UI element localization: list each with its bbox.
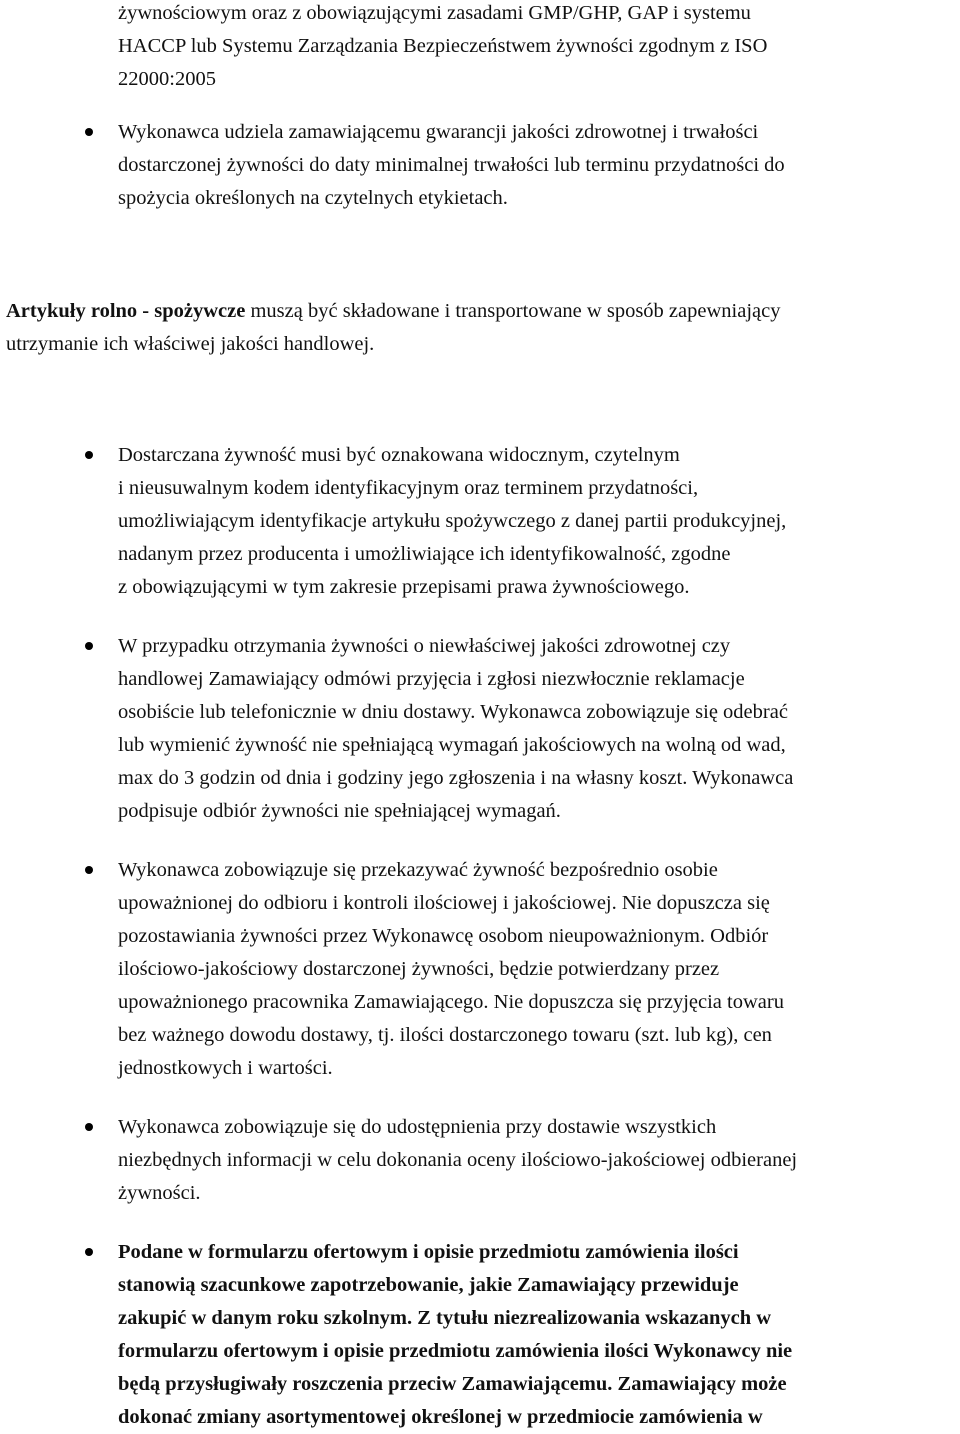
- text-line: formularzu ofertowym i opisie przedmiotu zamówienia ilości Wykonawcy nie: [118, 1340, 793, 1362]
- text-line: i nieusuwalnym kodem identyfikacyjnym oraz terminem przydatności,: [118, 477, 699, 499]
- text-line: żywnościowym oraz z obowiązującymi zasadami GMP/GHP, GAP i systemu: [118, 2, 751, 24]
- list-item-information: [118, 1111, 960, 1210]
- text-line: Wykonawca zobowiązuje się przekazywać żywność bezpośrednio osobie: [118, 859, 718, 881]
- text-line: ilościowo-jakościowy dostarczonej żywności, będzie potwierdzany przez: [118, 958, 720, 980]
- text-line: żywności.: [118, 1182, 201, 1204]
- text-line: utrzymanie ich właściwej jakości handlowej.: [6, 333, 375, 355]
- text-line: Dostarczana żywność musi być oznakowana widocznym, czytelnym: [118, 444, 680, 466]
- text-line: handlowej Zamawiający odmówi przyjęcia i zgłosi niezwłocznie reklamacje: [118, 668, 745, 690]
- text-line: upoważnionej do odbioru i kontroli ilościowej i jakościowej. Nie dopuszcza się: [118, 892, 770, 914]
- text-line: osobiście lub telefonicznie w dniu dostawy. Wykonawca zobowiązuje się odebrać: [118, 701, 788, 723]
- text-line: 22000:2005: [118, 68, 216, 90]
- text-line: spożycia określonych na czytelnych etykietach.: [118, 187, 508, 209]
- bold-lead: Artykuły rolno - spożywcze: [6, 300, 246, 322]
- paragraph-storage: [6, 295, 960, 361]
- text-line: lub wymienić żywność nie spełniającą wymagań jakościowych na wolną od wad,: [118, 734, 786, 756]
- text-line: Wykonawca udziela zamawiającemu gwarancji jakości zdrowotnej i trwałości: [118, 121, 759, 143]
- text-line: HACCP lub Systemu Zarządzania Bezpieczeństwem żywności zgodnym z ISO: [118, 35, 768, 57]
- text-line: stanowią szacunkowe zapotrzebowanie, jakie Zamawiający przewiduje: [118, 1274, 739, 1296]
- text-line: pozostawiania żywności przez Wykonawcę osobom nieupoważnionym. Odbiór: [118, 925, 769, 947]
- text-line: umożliwiającym identyfikacje artykułu spożywczego z danej partii produkcyjnej,: [118, 510, 787, 532]
- list-item-standards-continued: [118, 0, 960, 96]
- text-line: upoważnionego pracownika Zamawiającego. Nie dopuszcza się przyjęcia towaru: [118, 991, 784, 1013]
- bullet-icon: [85, 642, 93, 650]
- bullet-icon: [85, 451, 93, 459]
- bullet-icon: [85, 866, 93, 874]
- text-run: muszą być składowane i transportowane w sposób zapewniający: [245, 300, 781, 322]
- list-item-handover: [118, 854, 960, 1085]
- list-item-labeling: [118, 439, 960, 604]
- text-line: dostarczonej żywności do daty minimalnej trwałości lub terminu przydatności do: [118, 154, 785, 176]
- text-line: max do 3 godzin od dnia i godziny jego zgłoszenia i na własny koszt. Wykonawca: [118, 767, 794, 789]
- bullet-icon: [85, 1248, 93, 1256]
- text-line: bez ważnego dowodu dostawy, tj. ilości dostarczonego towaru (szt. lub kg), cen: [118, 1024, 772, 1046]
- text-line: jednostkowych i wartości.: [118, 1057, 333, 1079]
- text-line: dokonać zmiany asortymentowej określonej w przedmiocie zamówienia w: [118, 1406, 763, 1428]
- list-item-complaints: [118, 630, 960, 828]
- text-line: [6, 295, 960, 328]
- list-item-quality-guarantee: [118, 116, 960, 215]
- text-line: niezbędnych informacji w celu dokonania oceny ilościowo-jakościowej odbieranej: [118, 1149, 798, 1171]
- list-item-estimated-quantities: [118, 1236, 960, 1434]
- bullet-icon: [85, 1123, 93, 1131]
- text-line: będą przysługiwały roszczenia przeciw Zamawiającemu. Zamawiający może: [118, 1373, 787, 1395]
- text-line: z obowiązującymi w tym zakresie przepisami prawa żywnościowego.: [118, 576, 690, 598]
- text-line: podpisuje odbiór żywności nie spełniającej wymagań.: [118, 800, 561, 822]
- bullet-icon: [85, 128, 93, 136]
- text-line: Wykonawca zobowiązuje się do udostępnienia przy dostawie wszystkich: [118, 1116, 717, 1138]
- text-line: Podane w formularzu ofertowym i opisie przedmiotu zamówienia ilości: [118, 1241, 739, 1263]
- text-line: nadanym przez producenta i umożliwiające ich identyfikowalność, zgodne: [118, 543, 731, 565]
- text-line: W przypadku otrzymania żywności o niewłaściwej jakości zdrowotnej czy: [118, 635, 731, 657]
- text-line: zakupić w danym roku szkolnym. Z tytułu niezrealizowania wskazanych w: [118, 1307, 772, 1329]
